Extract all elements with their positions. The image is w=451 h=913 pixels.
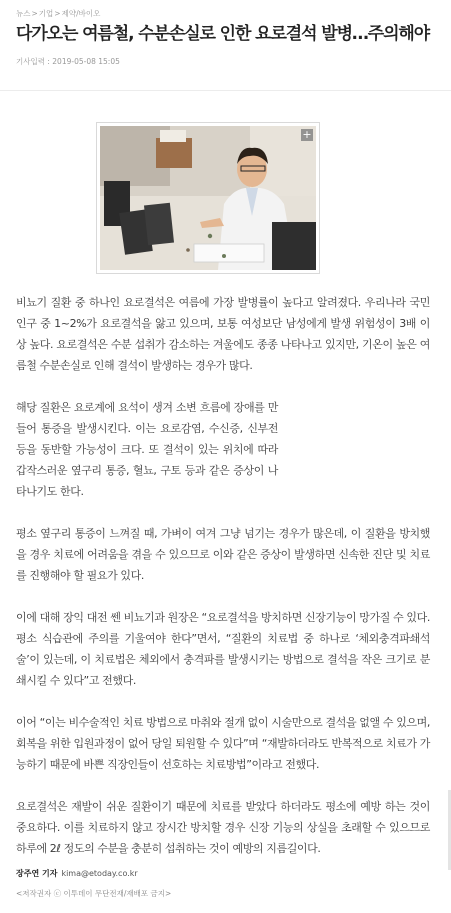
doctor-photo xyxy=(100,126,316,270)
reporter-byline xyxy=(16,868,138,879)
article-paragraph: 해당 질환은 요로계에 요석이 생겨 소변 흐름에 장애를 만들어 통증을 발생시킨다. 이는 요로감염, 수신증, 신부전 등을 동반할 가능성이 크다. 또 결석이 있는 위치에 따라 갑작스러운 옆구리 통증, 혈뇨, 구토 등과 같은 증상이 나타나기도 한다. xyxy=(16,401,278,498)
article-date: 기사입력 : 2019-05-08 15:05 xyxy=(16,57,120,66)
article-paragraph: 요로결석은 재발이 쉬운 질환이기 때문에 치료를 받았다 하더라도 평소에 예방 하는 것이 중요하다. 이를 치료하지 않고 장시간 방치할 경우 신장 기능의 상실을 초래할 수 있으므로 하루에 2ℓ 정도의 수분을 충분히 섭취하는 것이 예방의 지름길이다. xyxy=(16,800,430,855)
breadcrumb-separator: > xyxy=(54,9,61,18)
article-paragraph: 평소 옆구리 통증이 느껴질 때, 가벼이 여겨 그냥 넘기는 경우가 많은데, 이 질환을 방치했을 경우 치료에 어려움을 겪을 수 있으므로 이와 같은 증상이 발생하면 신속한 진단 및 치료를 진행해야 할 필요가 있다. xyxy=(16,527,430,582)
article-body xyxy=(16,292,430,859)
breadcrumb-news[interactable]: 뉴스 xyxy=(16,9,31,18)
reporter-email[interactable]: kima@etoday.co.kr xyxy=(61,869,138,878)
breadcrumb-separator: > xyxy=(31,9,38,18)
breadcrumb-business[interactable]: 기업 xyxy=(38,9,54,18)
copyright-notice: <저작권자 ⓒ 이투데이 무단전재/재배포 금지> xyxy=(16,889,172,898)
article-title: 다가오는 여름철, 수분손실로 인한 요로결석 발병…주의해야 xyxy=(16,24,430,44)
article-paragraph: 비뇨기 질환 중 하나인 요로결석은 여름에 가장 발병률이 높다고 알려졌다. 우리나라 국민 인구 중 1~2%가 요로결석을 앓고 있으며, 보통 여성보단 남성에게 발생 위험성이 3배 이상 높다. 요로결석은 수분 섭취가 감소하는 겨울에도 종종 나타나고 있지만, 기온이 높은 여름철 수분손실로 인해 결석이 발생하는 경우가 많다. xyxy=(16,296,430,372)
breadcrumb-pharma-bio[interactable]: 제약/바이오 xyxy=(61,9,101,18)
header-divider xyxy=(0,90,451,91)
zoom-icon[interactable]: + xyxy=(302,128,312,141)
article-paragraph: 이어 “이는 비수술적인 치료 방법으로 마취와 절개 없이 시술만으로 결석을 없앨 수 있으며, 회복을 위한 입원과정이 없어 당일 퇴원할 수 있다”며 “재발하더라도 반복적으로 치료가 가능하기 때문에 바쁜 직장인들이 선호하는 치료방법”이라고 전했다. xyxy=(16,716,430,771)
reporter-name: 장주연 기자 xyxy=(16,869,58,878)
photo-illustration xyxy=(100,126,316,270)
breadcrumb xyxy=(16,8,100,19)
article-paragraph: 이에 대해 장익 대전 쎈 비뇨기과 원장은 “요로결석을 방치하면 신장기능이 망가질 수 있다. 평소 식습관에 주의를 기울여야 한다”면서, “질환의 치료법 중 하나로 ‘체외충격파쇄석술’이 있는데, 이 치료법은 체외에서 충격파를 발생시키는 방법으로 결석을 작은 크기로 분쇄시킬 수 있다”고 전했다. xyxy=(16,611,430,687)
article-photo[interactable] xyxy=(96,122,320,274)
